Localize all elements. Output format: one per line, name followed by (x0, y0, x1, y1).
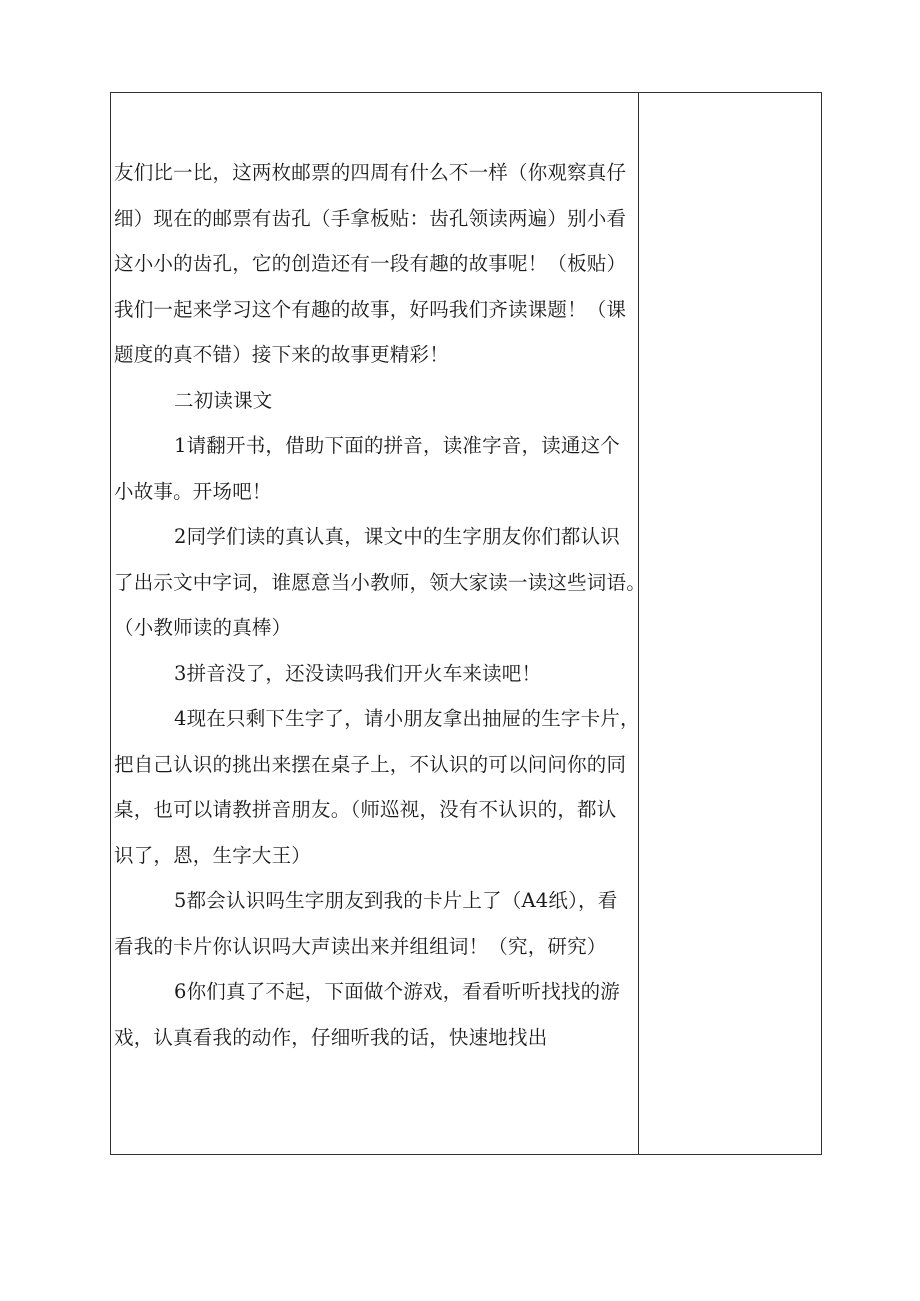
text-line: 了出示文中字词，谁愿意当小教师，领大家读一读这些词语。 (114, 570, 646, 594)
text-line: 桌，也可以请教拼音朋友。（师巡视，没有不认识的，都认 (114, 798, 617, 821)
text-line: 5都会认识吗生字朋友到我的卡片上了（A4纸），看 (174, 889, 618, 912)
section-heading: 二初读课文 (174, 388, 273, 412)
text-line: 细）现在的邮票有齿孔（手拿板贴：齿孔领读两遍）别小看 (114, 206, 627, 230)
text-line: 3拼音没了，还没读吗我们开火车来读吧！ (174, 661, 542, 685)
text-line: 题度的真不错）接下来的故事更精彩！ (114, 343, 449, 366)
text-line: 把自己认识的挑出来摆在桌子上，不认识的可以问问你的同 (114, 752, 627, 776)
notes-cell (640, 94, 820, 1153)
lesson-text-cell (114, 150, 646, 1060)
text-line: 6你们真了不起，下面做个游戏，看看听听找找的游 (174, 980, 621, 1003)
text-line: 4现在只剩下生字了，请小朋友拿出抽屉的生字卡片， (174, 707, 640, 730)
text-line: 1请翻开书，借助下面的拼音，读准字音，读通这个 (174, 434, 621, 457)
text-line: （小教师读的真棒） (114, 616, 292, 639)
text-line: 小故事。开场吧！ (114, 479, 272, 503)
text-line: 这小小的齿孔，它的创造还有一段有趣的故事呢！（板贴） (114, 252, 627, 275)
text-line: 2同学们读的真认真，课文中的生字朋友你们都认识 (174, 525, 621, 548)
text-line: 友们比一比，这两枚邮票的四周有什么不一样（你观察真仔 (114, 161, 627, 184)
text-line: 我们一起来学习这个有趣的故事，好吗我们齐读课题！（课 (114, 297, 627, 321)
text-line: 戏，认真看我的动作，仔细听我的话，快速地找出 (114, 1025, 548, 1049)
text-line: 识了，恩，生字大王） (114, 843, 312, 867)
text-line: 看我的卡片你认识吗大声读出来并组组词！（究，研究） (114, 934, 607, 958)
column-divider (638, 92, 639, 1155)
